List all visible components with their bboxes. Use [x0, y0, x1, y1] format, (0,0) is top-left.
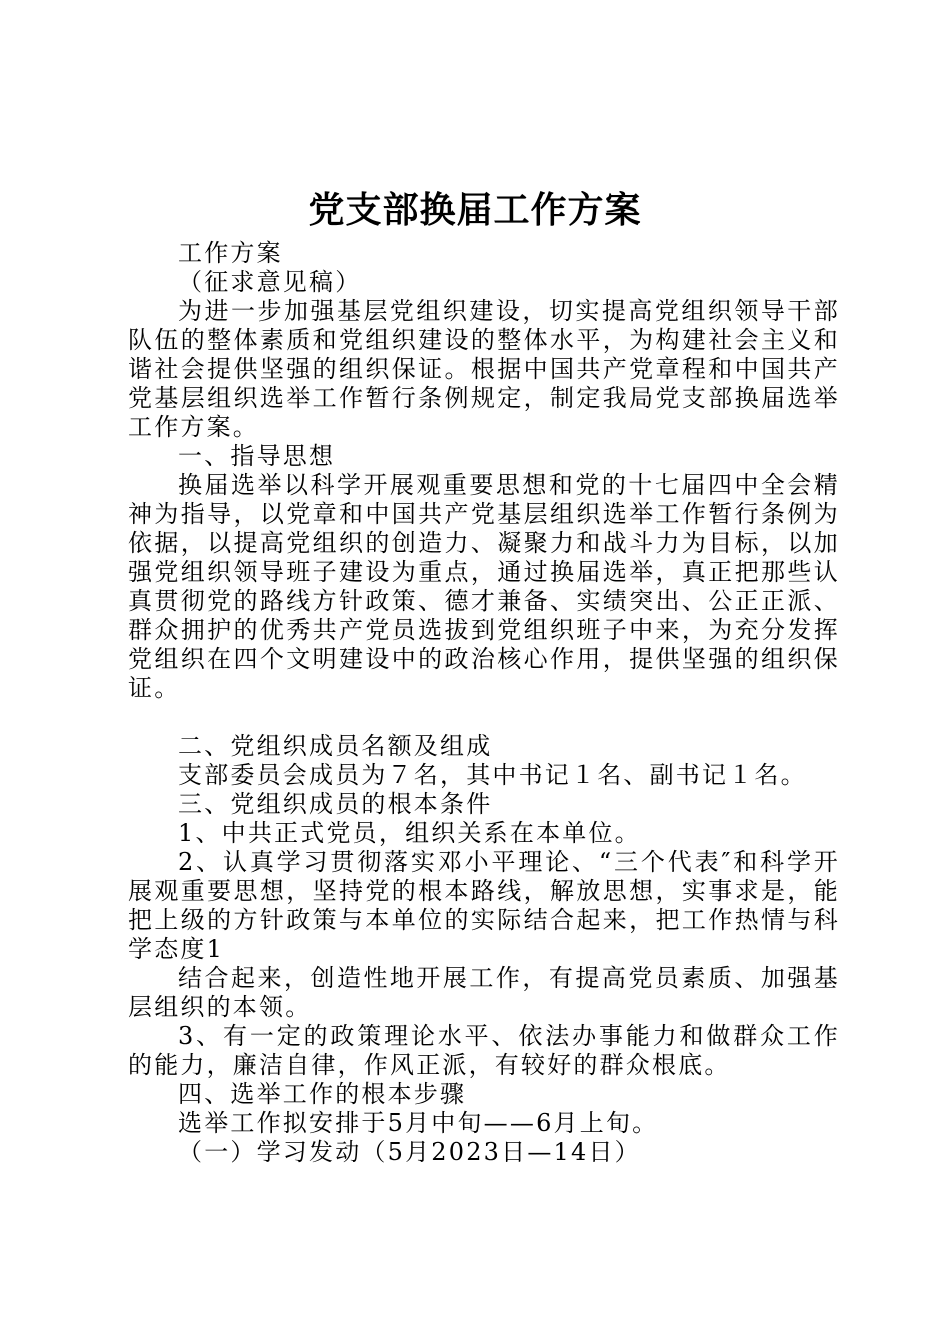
- paragraph-heading-work-plan: 工作方案: [178, 239, 283, 267]
- section-heading-basic-conditions: 三、党组织成员的根本条件: [178, 790, 493, 818]
- paragraph-intro: 为进一步加强基层党组织建设，切实提高党组织领导干部队伍的整体素质和党组织建设的整体水平，为构建社会主义和谐社会提供坚强的组织保证。根据中国共产党章程和中国共产党基层组织选举工作暂行条例规定，制定我局党支部换届选举工作方案。: [128, 297, 840, 441]
- section-heading-member-quota: 二、党组织成员名额及组成: [178, 732, 493, 760]
- paragraph-condition-2-continued: 结合起来，创造性地开展工作，有提高党员素质、加强基层组织的本领。: [128, 964, 840, 1021]
- document-body: [128, 239, 840, 1167]
- list-item-condition-1: 1、中共正式党员，组织关系在本单位。: [178, 819, 641, 847]
- section-heading-guiding-ideology: 一、指导思想: [178, 442, 336, 470]
- paragraph-draft-note: （征求意见稿）: [178, 268, 362, 296]
- paragraph-election-schedule: 选举工作拟安排于5月中旬——6月上旬。: [178, 1109, 659, 1137]
- paragraph-guiding-ideology: 换届选举以科学开展观重要思想和党的十七届四中全会精神为指导，以党章和中国共产党基层组织选举工作暂行条例为依据，以提高党组织的创造力、凝聚力和战斗力为目标，以加强党组织领导班子建设为重点，通过换届选举，真正把那些认真贯彻党的路线方针政策、德才兼备、实绩突出、公正正派、群众拥护的优秀共产党员选拔到党组织班子中来，为充分发挥党组织在四个文明建设中的政治核心作用，提供坚强的组织保证。: [128, 471, 840, 702]
- list-item-condition-2: 2、认真学习贯彻落实邓小平理论、“三个代表″和科学开展观重要思想，坚持党的根本路线，解放思想，实事求是，能把上级的方针政策与本单位的实际结合起来，把工作热情与科学态度1: [128, 848, 840, 963]
- list-item-condition-3: 3、有一定的政策理论水平、依法办事能力和做群众工作的能力，廉洁自律，作风正派，有较好的群众根底。: [128, 1022, 840, 1079]
- paragraph-member-quota: 支部委员会成员为７名，其中书记１名、副书记１名。: [178, 761, 807, 789]
- document-title: 党支部换届工作方案: [308, 189, 642, 231]
- subsection-heading-study-mobilize: （一）学习发动（5月2023日—14日）: [178, 1138, 641, 1166]
- section-heading-election-steps: 四、选举工作的根本步骤: [178, 1080, 467, 1108]
